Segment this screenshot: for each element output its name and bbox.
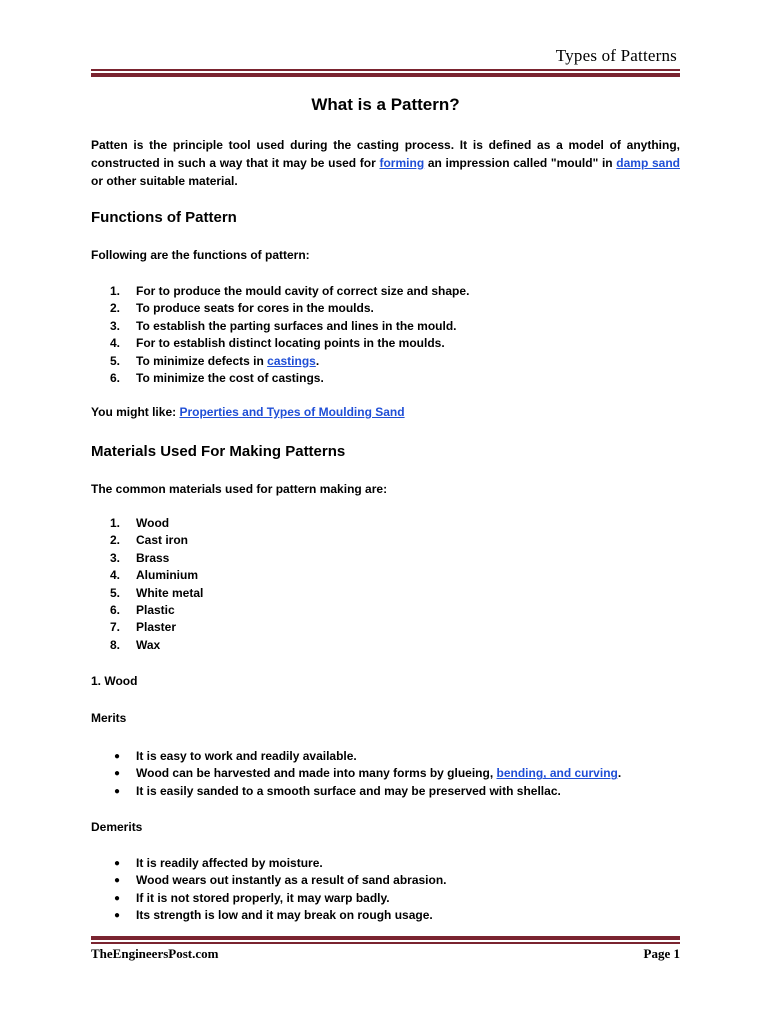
intro-text-3: or other suitable material. bbox=[91, 174, 238, 188]
list-item: 7. Plaster bbox=[110, 620, 177, 635]
materials-heading: Materials Used For Making Patterns bbox=[91, 443, 346, 460]
bending-curving-link[interactable]: bending, and curving bbox=[496, 766, 618, 781]
might-like-line: You might like: Properties and Types of Moulding Sand bbox=[91, 405, 405, 419]
header-rule-thin bbox=[91, 69, 680, 71]
header-rule-thick bbox=[91, 73, 680, 77]
list-item: 2. To produce seats for cores in the moulds. bbox=[110, 301, 374, 316]
list-item: ● If it is not stored properly, it may warp badly. bbox=[114, 890, 390, 905]
footer-site: TheEngineersPost.com bbox=[91, 946, 219, 961]
list-item: ● Wood can be harvested and made into many forms by glueing, bending, and curving. bbox=[114, 766, 622, 781]
list-item: ● Its strength is low and it may break on rough usage. bbox=[114, 908, 433, 923]
wood-heading: 1. Wood bbox=[91, 674, 138, 688]
header-title: Types of Patterns bbox=[555, 46, 677, 65]
list-item: 4. Aluminium bbox=[110, 568, 198, 583]
castings-link[interactable]: castings bbox=[267, 353, 316, 368]
list-item: ● It is readily affected by moisture. bbox=[114, 856, 323, 870]
list-item: 6. Plastic bbox=[110, 603, 175, 618]
materials-list bbox=[110, 515, 203, 654]
damp-sand-link[interactable]: damp sand bbox=[616, 156, 680, 170]
list-item: ● It is easily sanded to a smooth surface and may be preserved with shellac. bbox=[114, 783, 561, 798]
functions-heading: Functions of Pattern bbox=[91, 209, 237, 226]
demerits-list bbox=[110, 855, 447, 925]
demerits-label: Demerits bbox=[91, 820, 143, 834]
page-title: What is a Pattern? bbox=[311, 95, 460, 114]
list-item: 1. Wood bbox=[110, 516, 170, 530]
list-item: 1. For to produce the mould cavity of correct size and shape. bbox=[110, 284, 470, 298]
list-item: 5. To minimize defects in castings. bbox=[110, 353, 320, 368]
functions-list bbox=[110, 283, 469, 387]
footer-rule-thin bbox=[91, 942, 680, 944]
list-item: 3. Brass bbox=[110, 550, 170, 565]
intro-text-1: Patten is the principle tool used during the casting process. It is defined as a model of anything, constructed in such a way that it may be used for bbox=[91, 138, 680, 170]
list-item: 8. Wax bbox=[110, 637, 161, 652]
functions-lead: Following are the functions of pattern: bbox=[91, 248, 310, 262]
list-item: ● Wood wears out instantly as a result of sand abrasion. bbox=[114, 873, 447, 888]
footer-page-number: Page 1 bbox=[643, 946, 680, 961]
list-item: ● It is easy to work and readily available. bbox=[114, 749, 357, 763]
materials-lead: The common materials used for pattern making are: bbox=[91, 482, 388, 496]
list-item: 3. To establish the parting surfaces and lines in the mould. bbox=[110, 318, 457, 333]
forming-link[interactable]: forming bbox=[379, 156, 425, 170]
list-item: 6. To minimize the cost of castings. bbox=[110, 371, 324, 386]
list-item: 5. White metal bbox=[110, 585, 204, 600]
merits-label: Merits bbox=[91, 711, 127, 725]
moulding-sand-link[interactable]: Properties and Types of Moulding Sand bbox=[179, 405, 405, 419]
footer-rule-thick bbox=[91, 936, 680, 940]
intro-paragraph bbox=[91, 136, 680, 190]
list-item: 2. Cast iron bbox=[110, 533, 189, 548]
list-item: 4. For to establish distinct locating points in the moulds. bbox=[110, 336, 445, 351]
merits-list bbox=[110, 748, 621, 800]
intro-text-2: an impression called "mould" in bbox=[424, 156, 617, 170]
